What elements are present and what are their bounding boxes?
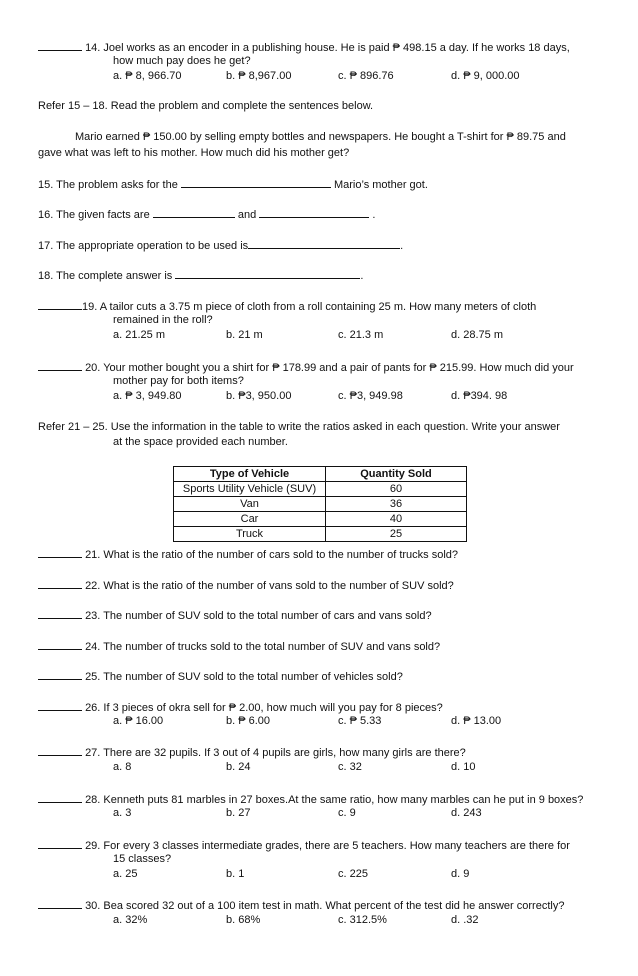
table-cell: Sports Utility Vehicle (SUV) <box>174 482 326 497</box>
table-cell: 60 <box>326 482 467 497</box>
option-d: d. 28.75 m <box>451 329 503 341</box>
option-b: b. 27 <box>226 807 251 819</box>
option-a: a. 8 <box>113 761 132 773</box>
question-20-options <box>113 390 593 403</box>
question-27-options <box>113 761 593 774</box>
refer-21-25-instruction: Refer 21 – 25. Use the information in the table to write the ratios asked in each question. Write your answer <box>38 421 560 433</box>
option-b: b. 21 m <box>226 329 263 341</box>
option-b: b. ₱ 8,967.00 <box>226 70 292 82</box>
table-cell: Van <box>174 497 326 512</box>
option-d: d. 243 <box>451 807 482 819</box>
option-c: c. 21.3 m <box>338 329 384 341</box>
option-d: d. ₱ 13.00 <box>451 715 502 727</box>
option-d: d. .32 <box>451 914 479 926</box>
answer-blank-18[interactable] <box>175 268 360 279</box>
table-cell: 40 <box>326 512 467 527</box>
option-c: c. 312.5% <box>338 914 387 926</box>
answer-blank-16a[interactable] <box>153 207 235 218</box>
table-row <box>174 527 467 542</box>
answer-blank-20[interactable] <box>38 360 82 371</box>
answer-blank-24[interactable] <box>38 639 82 650</box>
answer-blank-25[interactable] <box>38 669 82 680</box>
option-a: a. ₱ 8, 966.70 <box>113 70 182 82</box>
option-b: b. 24 <box>226 761 251 773</box>
question-14-options <box>113 70 593 83</box>
question-14-text: Joel works as an encoder in a publishing house. He is paid ₱ 498.15 a day. If he works 18 days, <box>103 42 570 54</box>
table-cell: Car <box>174 512 326 527</box>
answer-blank-23[interactable] <box>38 608 82 619</box>
answer-blank-21[interactable] <box>38 547 82 558</box>
table-cell: 25 <box>326 527 467 542</box>
question-27: 27. There are 32 pupils. If 3 out of 4 pupils are girls, how many girls are there? <box>38 745 466 760</box>
question-14: 14. Joel works as an encoder in a publishing house. He is paid ₱ 498.15 a day. If he works 18 days, <box>38 40 570 55</box>
option-b: b. ₱3, 950.00 <box>226 390 292 402</box>
option-c: c. 9 <box>338 807 356 819</box>
table-cell: Truck <box>174 527 326 542</box>
refer-21-25-instruction-cont: at the space provided each number. <box>113 436 288 448</box>
mario-problem-line1: Mario earned ₱ 150.00 by selling empty bottles and newspapers. He bought a T-shirt for ₱ 89.75 and <box>75 131 566 143</box>
answer-blank-28[interactable] <box>38 792 82 803</box>
question-18: 18. The complete answer is . <box>38 270 364 282</box>
table-header-row <box>174 467 467 482</box>
question-28: 28. Kenneth puts 81 marbles in 27 boxes.At the same ratio, how many marbles can he put in 9 boxes? <box>38 792 583 807</box>
option-b: b. 68% <box>226 914 261 926</box>
option-a: a. ₱ 3, 949.80 <box>113 390 182 402</box>
question-23: 23. The number of SUV sold to the total number of cars and vans sold? <box>38 608 432 623</box>
refer-15-18-instruction: Refer 15 – 18. Read the problem and complete the sentences below. <box>38 100 374 112</box>
answer-blank-16b[interactable] <box>259 207 369 218</box>
mario-problem-line2: gave what was left to his mother. How much did his mother get? <box>38 147 350 159</box>
question-29: 29. For every 3 classes intermediate grades, there are 5 teachers. How many teachers are there for <box>38 838 570 853</box>
answer-blank-17[interactable] <box>248 238 400 249</box>
table-cell: 36 <box>326 497 467 512</box>
table-row <box>174 482 467 497</box>
option-a: a. 3 <box>113 807 132 819</box>
answer-blank-14[interactable] <box>38 40 82 51</box>
table-row <box>174 512 467 527</box>
option-a: a. ₱ 16.00 <box>113 715 164 727</box>
question-29-options <box>113 868 593 881</box>
answer-blank-26[interactable] <box>38 700 82 711</box>
option-c: c. ₱ 5.33 <box>338 715 382 727</box>
question-19: 19. A tailor cuts a 3.75 m piece of cloth from a roll containing 25 m. How many meters of cloth <box>38 299 536 314</box>
option-d: d. ₱ 9, 000.00 <box>451 70 520 82</box>
question-20: 20. Your mother bought you a shirt for ₱ 178.99 and a pair of pants for ₱ 215.99. How much did your <box>38 360 574 375</box>
option-a: a. 21.25 m <box>113 329 165 341</box>
question-17: 17. The appropriate operation to be used is . <box>38 240 404 252</box>
answer-blank-15[interactable] <box>181 177 331 188</box>
option-d: d. 9 <box>451 868 470 880</box>
option-b: b. ₱ 6.00 <box>226 715 271 727</box>
answer-blank-29[interactable] <box>38 838 82 849</box>
question-26-options <box>113 715 593 728</box>
header-quantity-sold: Quantity Sold <box>326 467 467 482</box>
answer-blank-22[interactable] <box>38 578 82 589</box>
question-14-text-cont: how much pay does he get? <box>113 55 251 67</box>
question-24: 24. The number of trucks sold to the total number of SUV and vans sold? <box>38 639 440 654</box>
question-15: 15. The problem asks for the Mario’s mother got. <box>38 179 428 191</box>
question-30: 30. Bea scored 32 out of a 100 item test in math. What percent of the test did he answer correctly? <box>38 898 564 913</box>
option-c: c. ₱3, 949.98 <box>338 390 403 402</box>
answer-blank-19[interactable] <box>38 299 82 310</box>
question-21: 21. What is the ratio of the number of cars sold to the number of trucks sold? <box>38 547 458 562</box>
vehicle-sales-table <box>173 466 467 542</box>
answer-blank-30[interactable] <box>38 898 82 909</box>
question-25: 25. The number of SUV sold to the total number of vehicles sold? <box>38 669 403 684</box>
option-d: d. ₱394. 98 <box>451 390 508 402</box>
option-c: c. ₱ 896.76 <box>338 70 394 82</box>
question-16: 16. The given facts are and . <box>38 209 376 221</box>
header-type-of-vehicle: Type of Vehicle <box>174 467 326 482</box>
question-22: 22. What is the ratio of the number of vans sold to the number of SUV sold? <box>38 578 454 593</box>
question-26: 26. If 3 pieces of okra sell for ₱ 2.00, how much will you pay for 8 pieces? <box>38 700 443 715</box>
question-20-text-cont: mother pay for both items? <box>113 375 244 387</box>
question-28-options <box>113 807 593 820</box>
question-19-options <box>113 329 593 342</box>
option-b: b. 1 <box>226 868 245 880</box>
question-29-text-cont: 15 classes? <box>113 853 172 865</box>
question-19-text-cont: remained in the roll? <box>113 314 213 326</box>
option-c: c. 32 <box>338 761 362 773</box>
option-a: a. 25 <box>113 868 138 880</box>
answer-blank-27[interactable] <box>38 745 82 756</box>
question-30-options <box>113 914 593 927</box>
option-d: d. 10 <box>451 761 476 773</box>
table-row <box>174 497 467 512</box>
option-a: a. 32% <box>113 914 148 926</box>
option-c: c. 225 <box>338 868 368 880</box>
